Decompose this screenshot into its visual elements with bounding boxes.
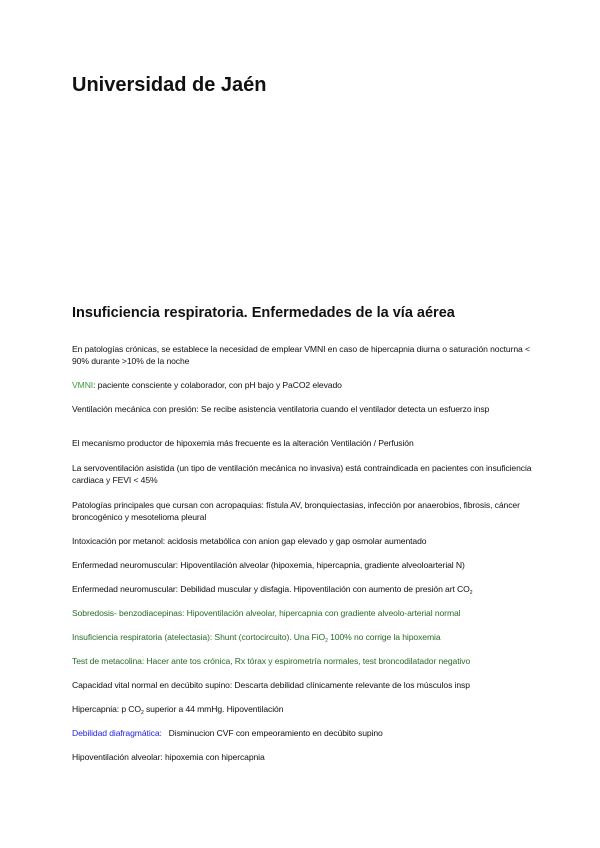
note-text: Capacidad vital normal en decúbito supino: Descarta debilidad clínicamente relevante de los músculos insp — [72, 680, 470, 690]
note-text: : paciente consciente y colaborador, con pH bajo y PaCO2 elevado — [93, 380, 342, 390]
note-label: VMNI — [72, 380, 94, 390]
note-text: Insuficiencia respiratoria (atelectasia): Shunt (cortocircuito). Una FiO — [72, 632, 326, 642]
note-paragraph — [72, 751, 532, 763]
note-paragraph — [72, 535, 532, 547]
note-text: Hipercapnia: p CO — [72, 704, 141, 714]
section-heading: Insuficiencia respiratoria. Enfermedades de la vía aérea — [72, 305, 455, 321]
note-text: Enfermedad neuromuscular: Debilidad muscular y disfagia. Hipoventilación con aumento de presión art CO — [72, 584, 470, 594]
note-paragraph — [72, 499, 532, 523]
note-paragraph — [72, 379, 532, 391]
note-paragraph — [72, 343, 532, 367]
note-text: Sobredosis- benzodiacepinas: Hipoventilación alveolar, hipercapnia con gradiente alveolo-arterial normal — [72, 608, 461, 618]
note-paragraph — [72, 703, 532, 719]
subscript: 2 — [469, 590, 473, 596]
note-paragraph — [72, 631, 532, 647]
university-title: Universidad de Jaén — [72, 74, 267, 96]
note-text: Test de metacolina: Hacer ante tos crónica, Rx tórax y espirometría normales, test broncodilatador negativo — [72, 656, 471, 666]
note-text: Disminucion CVF con empeoramiento en decúbito supino — [161, 728, 383, 738]
note-text: Hipoventilación alveolar: hipoxemia con hipercapnia — [72, 752, 265, 762]
note-text: Patologías principales que cursan con acropaquias: fístula AV, bronquiectasias, infección por anaerobios, fibrosis, cáncer broncogénico y mesotelioma pleural — [72, 500, 520, 522]
note-text: Ventilación mecánica con presión: Se recibe asistencia ventilatoria cuando el ventilador detecta un esfuerzo insp — [72, 404, 490, 414]
note-paragraph — [72, 727, 532, 739]
note-text: superior a 44 mmHg. Hipoventilación — [143, 704, 284, 714]
note-text: Enfermedad neuromuscular: Hipoventilación alveolar (hipoxemia, hipercapnia, gradiente alveoloarterial N) — [72, 560, 465, 570]
note-paragraph — [72, 462, 532, 486]
subscript: 2 — [141, 710, 144, 716]
note-paragraph — [72, 583, 552, 599]
note-paragraph — [72, 403, 532, 415]
note-paragraph — [72, 607, 532, 619]
note-paragraph — [72, 559, 532, 571]
note-paragraph — [72, 655, 532, 667]
note-paragraph — [72, 679, 552, 691]
note-text: Intoxicación por metanol: acidosis metabólica con anion gap elevado y gap osmolar aumentado — [72, 536, 427, 546]
note-label: Debilidad diafragmática: — [72, 728, 162, 738]
note-text: 100% no corrige la hipoxemia — [327, 632, 441, 642]
subscript: 2 — [325, 638, 328, 644]
note-text: En patologías crónicas, se establece la necesidad de emplear VMNI en caso de hipercapnia diurna o saturación nocturna < 90% durante >10% de la noche — [72, 344, 530, 366]
note-text: El mecanismo productor de hipoxemia más frecuente es la alteración Ventilación / Perfusión — [72, 438, 414, 448]
note-text: La servoventilación asistida (un tipo de ventilación mecánica no invasiva) está contraindicada en pacientes con insuficiencia cardiaca y FEVI < 45% — [72, 463, 532, 485]
note-paragraph — [72, 437, 532, 449]
